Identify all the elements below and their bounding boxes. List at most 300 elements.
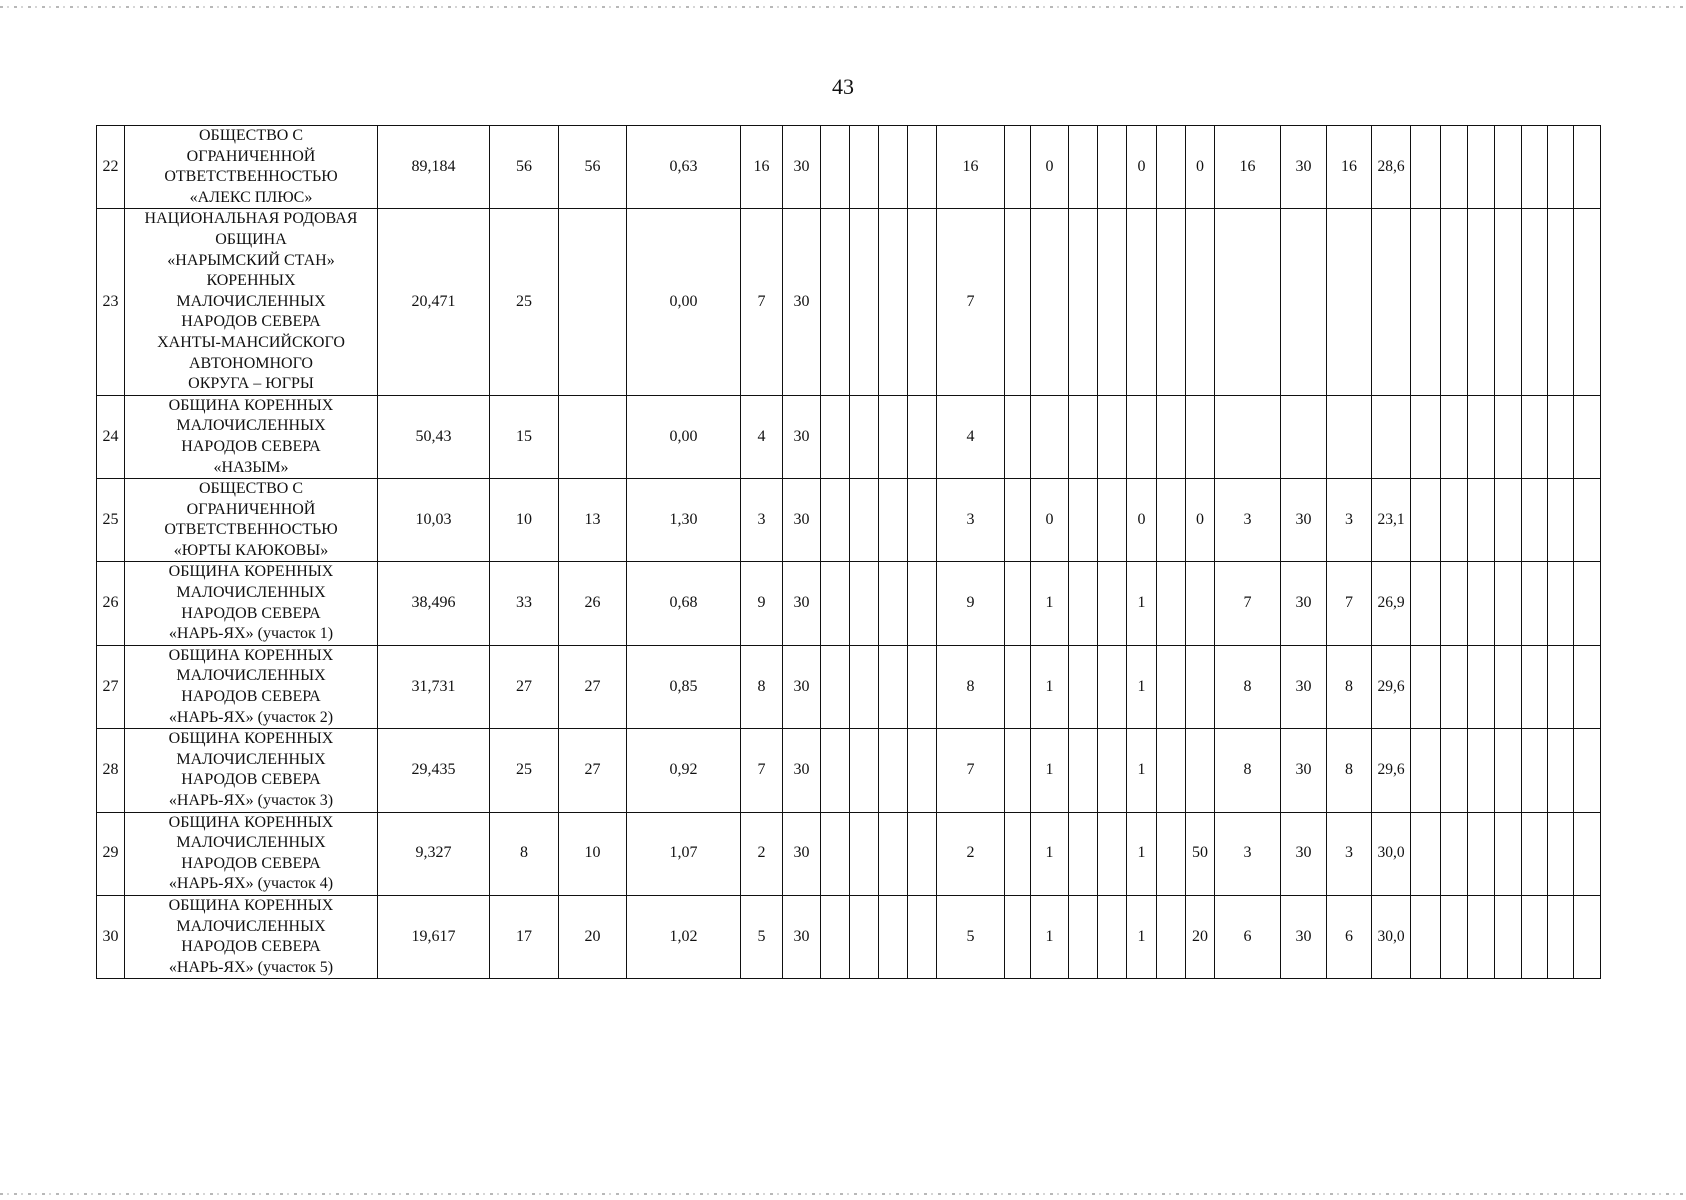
- organization-name-line: МАЛОЧИСЛЕННЫХ: [176, 417, 326, 435]
- page-number: 43: [832, 74, 854, 99]
- data-cell: [1157, 895, 1186, 978]
- data-cell: [1098, 126, 1127, 209]
- data-cell: [1005, 479, 1031, 562]
- data-cell: [1522, 395, 1548, 478]
- row-number: 30: [97, 895, 125, 978]
- data-cell: [1157, 395, 1186, 478]
- data-cell: [850, 209, 879, 395]
- data-cell: 56: [559, 126, 627, 209]
- data-cell: 5: [741, 895, 783, 978]
- data-cell: 0: [1186, 126, 1215, 209]
- data-cell: 20: [559, 895, 627, 978]
- organization-name-line: ОБЩИНА КОРЕННЫХ: [168, 896, 334, 914]
- table-body: [97, 126, 1601, 979]
- data-cell: 89,184: [378, 126, 490, 209]
- data-cell: [1548, 126, 1574, 209]
- data-cell: 9: [937, 562, 1005, 645]
- organization-name-line: НАРОДОВ СЕВЕРА: [181, 938, 321, 956]
- data-cell: [1281, 209, 1327, 395]
- data-cell: [850, 395, 879, 478]
- data-cell: [1411, 126, 1441, 209]
- data-cell: 1: [1127, 729, 1157, 812]
- organization-name: [125, 209, 378, 395]
- data-cell: [821, 562, 850, 645]
- organization-name-line: НАРОДОВ СЕВЕРА: [181, 313, 321, 331]
- data-cell: [1574, 395, 1601, 478]
- data-cell: [1441, 479, 1468, 562]
- data-cell: 1: [1127, 645, 1157, 728]
- data-cell: [1574, 209, 1601, 395]
- data-cell: 26: [559, 562, 627, 645]
- data-cell: [908, 479, 937, 562]
- data-cell: [1574, 729, 1601, 812]
- data-cell: 1: [1127, 562, 1157, 645]
- data-cell: 8: [741, 645, 783, 728]
- data-cell: 28,6: [1372, 126, 1411, 209]
- data-cell: 0: [1127, 479, 1157, 562]
- data-cell: 3: [1327, 479, 1372, 562]
- data-cell: [1005, 395, 1031, 478]
- data-cell: [879, 395, 908, 478]
- organization-name-line: МАЛОЧИСЛЕННЫХ: [176, 834, 326, 852]
- data-cell: 30,0: [1372, 895, 1411, 978]
- row-number: 25: [97, 479, 125, 562]
- organization-name-line: НАРОДОВ СЕВЕРА: [181, 604, 321, 622]
- data-cell: [1548, 645, 1574, 728]
- data-cell: 13: [559, 479, 627, 562]
- data-cell: 15: [490, 395, 559, 478]
- data-cell: 23,1: [1372, 479, 1411, 562]
- data-cell: [1495, 645, 1522, 728]
- scan-edge-bottom: [0, 1193, 1686, 1195]
- data-cell: [1522, 479, 1548, 562]
- data-cell: 30: [783, 645, 821, 728]
- data-cell: 9,327: [378, 812, 490, 895]
- data-cell: [1186, 562, 1215, 645]
- organization-name-line: АВТОНОМНОГО: [189, 354, 313, 372]
- data-cell: [850, 645, 879, 728]
- organization-name-line: МАЛОЧИСЛЕННЫХ: [176, 667, 326, 685]
- organization-name: [125, 729, 378, 812]
- data-cell: 20: [1186, 895, 1215, 978]
- data-cell: 8: [1327, 729, 1372, 812]
- data-cell: [1005, 812, 1031, 895]
- data-cell: 1,07: [627, 812, 741, 895]
- data-cell: [1069, 395, 1098, 478]
- data-cell: 27: [559, 645, 627, 728]
- data-cell: 4: [741, 395, 783, 478]
- organization-name-line: МАЛОЧИСЛЕННЫХ: [176, 917, 326, 935]
- organization-name-line: МАЛОЧИСЛЕННЫХ: [176, 584, 326, 602]
- data-cell: [821, 479, 850, 562]
- table-row: [97, 209, 1601, 395]
- data-cell: 6: [1327, 895, 1372, 978]
- data-cell: 0,92: [627, 729, 741, 812]
- organization-name-line: ХАНТЫ-МАНСИЙСКОГО: [157, 333, 345, 351]
- organization-name-line: ОБЩИНА: [215, 230, 287, 248]
- data-cell: 27: [490, 645, 559, 728]
- organization-name-line: МАЛОЧИСЛЕННЫХ: [176, 292, 326, 310]
- data-cell: [1574, 645, 1601, 728]
- organization-name-line: «АЛЕКС ПЛЮС»: [189, 188, 313, 206]
- data-cell: [1495, 395, 1522, 478]
- data-cell: [821, 395, 850, 478]
- data-cell: [1157, 729, 1186, 812]
- data-cell: 10: [490, 479, 559, 562]
- data-cell: [1495, 479, 1522, 562]
- data-cell: [1031, 395, 1069, 478]
- organization-name: [125, 479, 378, 562]
- organization-name-line: «НАРЫМСКИЙ СТАН»: [167, 251, 335, 269]
- data-cell: [1069, 729, 1098, 812]
- data-cell: [1495, 209, 1522, 395]
- data-cell: [1069, 562, 1098, 645]
- data-cell: [1327, 209, 1372, 395]
- data-cell: [908, 645, 937, 728]
- data-cell: [1548, 395, 1574, 478]
- table-row: [97, 645, 1601, 728]
- data-cell: [1574, 126, 1601, 209]
- data-cell: [821, 895, 850, 978]
- data-cell: 1: [1031, 812, 1069, 895]
- data-cell: [1522, 562, 1548, 645]
- data-cell: 19,617: [378, 895, 490, 978]
- data-cell: [1468, 729, 1495, 812]
- data-cell: [850, 126, 879, 209]
- data-cell: 8: [490, 812, 559, 895]
- data-cell: [821, 812, 850, 895]
- data-cell: 30: [783, 126, 821, 209]
- data-cell: 4: [937, 395, 1005, 478]
- data-cell: 3: [1215, 479, 1281, 562]
- data-cell: [1548, 562, 1574, 645]
- table-row: [97, 479, 1601, 562]
- data-cell: 30: [1281, 812, 1327, 895]
- organization-name-line: ОБЩИНА КОРЕННЫХ: [168, 730, 334, 748]
- data-cell: 30: [1281, 729, 1327, 812]
- data-cell: 25: [490, 729, 559, 812]
- data-cell: [908, 812, 937, 895]
- organization-name-line: ОКРУГА – ЮГРЫ: [188, 375, 314, 393]
- data-cell: 2: [741, 812, 783, 895]
- data-cell: [1186, 209, 1215, 395]
- data-cell: [850, 729, 879, 812]
- data-cell: 30,0: [1372, 812, 1411, 895]
- data-cell: 33: [490, 562, 559, 645]
- data-cell: 30: [783, 895, 821, 978]
- table-row: [97, 562, 1601, 645]
- data-cell: 0: [1186, 479, 1215, 562]
- data-cell: [1372, 395, 1411, 478]
- data-cell: [1215, 209, 1281, 395]
- data-cell: [1069, 812, 1098, 895]
- data-cell: 6: [1215, 895, 1281, 978]
- data-cell: 0,85: [627, 645, 741, 728]
- data-cell: 1,02: [627, 895, 741, 978]
- data-cell: 0: [1031, 126, 1069, 209]
- table-row: [97, 126, 1601, 209]
- data-cell: [1495, 562, 1522, 645]
- data-cell: 0,00: [627, 209, 741, 395]
- data-cell: [1327, 395, 1372, 478]
- data-cell: [559, 395, 627, 478]
- organization-name-line: НАРОДОВ СЕВЕРА: [181, 437, 321, 455]
- organization-name-line: ОГРАНИЧЕННОЙ: [186, 147, 316, 165]
- data-cell: [1281, 395, 1327, 478]
- data-cell: 3: [1215, 812, 1281, 895]
- data-cell: [850, 479, 879, 562]
- data-cell: 27: [559, 729, 627, 812]
- data-cell: [908, 209, 937, 395]
- data-cell: 50: [1186, 812, 1215, 895]
- table-row: [97, 395, 1601, 478]
- data-cell: [879, 812, 908, 895]
- data-cell: 2: [937, 812, 1005, 895]
- data-cell: [1005, 895, 1031, 978]
- data-cell: 1: [1127, 812, 1157, 895]
- data-cell: 5: [937, 895, 1005, 978]
- data-cell: [1548, 812, 1574, 895]
- data-cell: [1157, 126, 1186, 209]
- row-number: 24: [97, 395, 125, 478]
- data-cell: 10,03: [378, 479, 490, 562]
- data-cell: [1468, 395, 1495, 478]
- organization-name: [125, 562, 378, 645]
- data-cell: [1574, 562, 1601, 645]
- data-cell: [1127, 395, 1157, 478]
- data-cell: [1441, 729, 1468, 812]
- data-cell: [821, 645, 850, 728]
- data-cell: [1005, 562, 1031, 645]
- data-cell: 1: [1031, 729, 1069, 812]
- data-cell: [879, 126, 908, 209]
- data-cell: [879, 209, 908, 395]
- data-cell: [1574, 895, 1601, 978]
- data-cell: [1098, 812, 1127, 895]
- data-cell: [1574, 812, 1601, 895]
- data-cell: [1522, 812, 1548, 895]
- organization-name-line: КОРЕННЫХ: [206, 272, 296, 290]
- data-cell: 20,471: [378, 209, 490, 395]
- data-cell: [1468, 812, 1495, 895]
- data-cell: [1411, 562, 1441, 645]
- organization-name: [125, 812, 378, 895]
- data-cell: 25: [490, 209, 559, 395]
- data-cell: [1411, 645, 1441, 728]
- organization-name-line: ОБЩИНА КОРЕННЫХ: [168, 646, 334, 664]
- data-cell: [908, 395, 937, 478]
- data-cell: [1495, 126, 1522, 209]
- data-cell: 7: [1215, 562, 1281, 645]
- organization-name-line: ОТВЕТСТВЕННОСТЬЮ: [164, 168, 338, 186]
- data-cell: [1069, 126, 1098, 209]
- data-cell: 30: [1281, 645, 1327, 728]
- organization-name: [125, 895, 378, 978]
- data-cell: 50,43: [378, 395, 490, 478]
- data-cell: [879, 645, 908, 728]
- data-cell: [1098, 562, 1127, 645]
- data-cell: [1441, 645, 1468, 728]
- data-cell: [1522, 209, 1548, 395]
- row-number: 23: [97, 209, 125, 395]
- organization-name-line: «НАРЬ-ЯХ» (участок 1): [168, 625, 334, 643]
- organization-name-line: «НАРЬ-ЯХ» (участок 4): [168, 875, 334, 893]
- data-cell: 16: [741, 126, 783, 209]
- data-cell: [1411, 209, 1441, 395]
- data-cell: [1468, 479, 1495, 562]
- data-cell: 0,68: [627, 562, 741, 645]
- data-cell: [1098, 645, 1127, 728]
- organization-name-line: ОБЩИНА КОРЕННЫХ: [168, 813, 334, 831]
- data-cell: [1548, 895, 1574, 978]
- organization-name-line: «НАРЬ-ЯХ» (участок 5): [168, 958, 334, 976]
- data-cell: 16: [937, 126, 1005, 209]
- data-cell: 30: [783, 562, 821, 645]
- data-cell: [1522, 729, 1548, 812]
- data-cell: [1468, 895, 1495, 978]
- data-cell: 0,00: [627, 395, 741, 478]
- table-row: [97, 895, 1601, 978]
- data-cell: [1098, 729, 1127, 812]
- data-cell: [908, 126, 937, 209]
- data-cell: [1157, 209, 1186, 395]
- data-cell: [1098, 479, 1127, 562]
- data-cell: 3: [937, 479, 1005, 562]
- data-cell: 1: [1127, 895, 1157, 978]
- data-cell: [908, 895, 937, 978]
- data-cell: 26,9: [1372, 562, 1411, 645]
- data-cell: 30: [783, 395, 821, 478]
- table-row: [97, 812, 1601, 895]
- data-cell: 0,63: [627, 126, 741, 209]
- data-cell: [1372, 209, 1411, 395]
- data-cell: [908, 729, 937, 812]
- data-cell: 16: [1215, 126, 1281, 209]
- data-cell: [1548, 209, 1574, 395]
- data-cell: 30: [1281, 126, 1327, 209]
- data-cell: [1069, 645, 1098, 728]
- data-cell: 1: [1031, 895, 1069, 978]
- data-cell: 1: [1031, 562, 1069, 645]
- data-cell: [821, 126, 850, 209]
- data-cell: [850, 812, 879, 895]
- data-cell: 7: [741, 729, 783, 812]
- scan-edge-top: [0, 6, 1686, 8]
- organization-name-line: ОБЩИНА КОРЕННЫХ: [168, 563, 334, 581]
- data-cell: 9: [741, 562, 783, 645]
- organization-name: [125, 126, 378, 209]
- data-cell: [879, 895, 908, 978]
- data-cell: 17: [490, 895, 559, 978]
- data-cell: [1574, 479, 1601, 562]
- data-cell: [1411, 729, 1441, 812]
- organization-name-line: ОБЩЕСТВО С: [199, 480, 303, 498]
- data-cell: 29,435: [378, 729, 490, 812]
- data-cell: 7: [937, 209, 1005, 395]
- data-cell: 1: [1031, 645, 1069, 728]
- data-cell: 29,6: [1372, 645, 1411, 728]
- organization-name-line: НАРОДОВ СЕВЕРА: [181, 771, 321, 789]
- data-cell: [1069, 895, 1098, 978]
- organization-name-line: ОТВЕТСТВЕННОСТЬЮ: [164, 521, 338, 539]
- data-cell: [1522, 895, 1548, 978]
- organization-name-line: «НАЗЫМ»: [213, 458, 289, 476]
- data-cell: [1548, 479, 1574, 562]
- organization-name: [125, 395, 378, 478]
- organization-name-line: «НАРЬ-ЯХ» (участок 3): [168, 792, 334, 809]
- data-cell: [1468, 645, 1495, 728]
- data-cell: [879, 479, 908, 562]
- data-cell: [1411, 895, 1441, 978]
- row-number: 26: [97, 562, 125, 645]
- data-cell: [1031, 209, 1069, 395]
- organization-name-line: «НАРЬ-ЯХ» (участок 2): [168, 708, 334, 726]
- data-cell: [1186, 729, 1215, 812]
- organization-name-line: ОГРАНИЧЕННОЙ: [186, 500, 316, 518]
- data-cell: [821, 729, 850, 812]
- registry-table: [96, 125, 1601, 979]
- data-cell: [1548, 729, 1574, 812]
- row-number: 22: [97, 126, 125, 209]
- data-cell: [1186, 645, 1215, 728]
- data-cell: 0: [1031, 479, 1069, 562]
- data-cell: [1441, 562, 1468, 645]
- data-cell: [879, 562, 908, 645]
- data-cell: [1098, 209, 1127, 395]
- data-cell: [1495, 729, 1522, 812]
- data-cell: [1069, 209, 1098, 395]
- data-cell: 30: [1281, 895, 1327, 978]
- row-number: 29: [97, 812, 125, 895]
- data-cell: [850, 562, 879, 645]
- data-cell: [1157, 479, 1186, 562]
- data-cell: 3: [1327, 812, 1372, 895]
- data-cell: 16: [1327, 126, 1372, 209]
- data-cell: [1441, 895, 1468, 978]
- data-cell: 1,30: [627, 479, 741, 562]
- data-cell: [908, 562, 937, 645]
- table-row: [97, 729, 1601, 812]
- data-cell: 30: [783, 812, 821, 895]
- organization-name-line: ОБЩИНА КОРЕННЫХ: [168, 396, 334, 414]
- data-cell: [1005, 126, 1031, 209]
- data-cell: 29,6: [1372, 729, 1411, 812]
- data-cell: [1468, 562, 1495, 645]
- data-cell: [1069, 479, 1098, 562]
- data-cell: [1127, 209, 1157, 395]
- data-cell: 8: [1215, 729, 1281, 812]
- data-cell: 30: [1281, 562, 1327, 645]
- data-cell: [1157, 562, 1186, 645]
- data-cell: 38,496: [378, 562, 490, 645]
- data-cell: [1157, 812, 1186, 895]
- data-cell: [1005, 729, 1031, 812]
- organization-name-line: «ЮРТЫ КАЮКОВЫ»: [173, 541, 329, 559]
- row-number: 27: [97, 645, 125, 728]
- organization-name: [125, 645, 378, 728]
- data-cell: [1411, 479, 1441, 562]
- data-cell: 0: [1127, 126, 1157, 209]
- data-cell: [1468, 126, 1495, 209]
- data-cell: 30: [783, 209, 821, 395]
- data-cell: [1441, 812, 1468, 895]
- data-cell: 31,731: [378, 645, 490, 728]
- data-cell: [1215, 395, 1281, 478]
- data-cell: [1005, 209, 1031, 395]
- data-cell: [1441, 395, 1468, 478]
- data-cell: [1157, 645, 1186, 728]
- data-cell: [1522, 645, 1548, 728]
